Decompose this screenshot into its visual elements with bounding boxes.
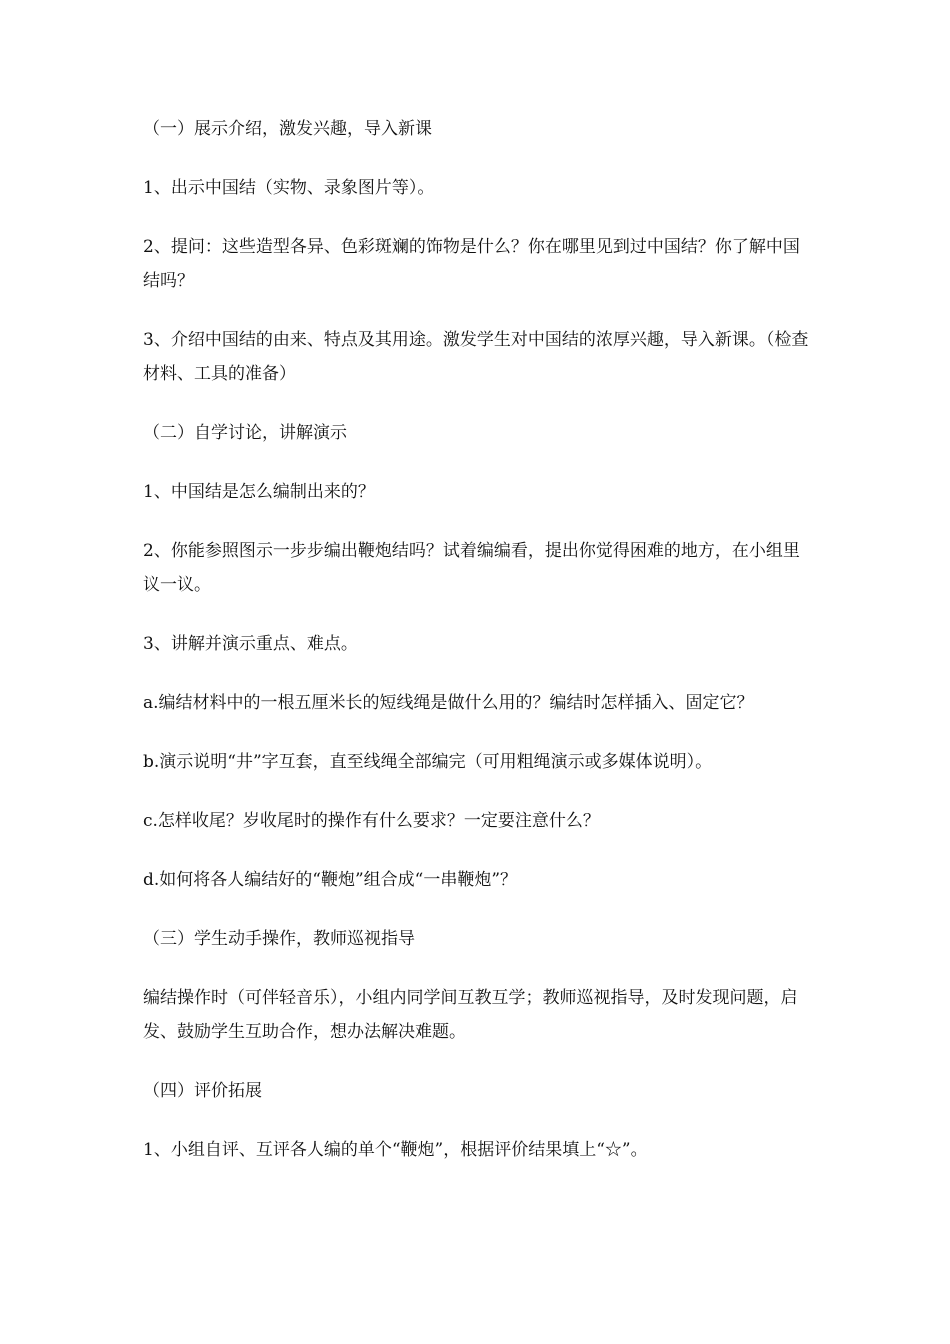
paragraph: 编结操作时（可伴轻音乐），小组内同学间互教互学；教师巡视指导，及时发现问题，启发、鼓励学生互助合作，想办法解决难题。 <box>143 988 798 1042</box>
section-heading-3: （三）学生动手操作，教师巡视指导 <box>143 929 415 949</box>
paragraph: 1、中国结是怎么编制出来的？ <box>143 482 375 502</box>
paragraph: 2、提问：这些造型各异、色彩斑斓的饰物是什么？你在哪里见到过中国结？你了解中国结吗？ <box>143 237 800 291</box>
paragraph: b.演示说明“井”字互套，直至线绳全部编完（可用粗绳演示或多媒体说明）。 <box>143 752 713 772</box>
section-heading-4: （四）评价拓展 <box>143 1081 262 1101</box>
paragraph: 1、出示中国结（实物、录象图片等）。 <box>143 178 435 198</box>
paragraph: 1、小组自评、互评各人编的单个“鞭炮”，根据评价结果填上“☆”。 <box>143 1140 648 1160</box>
paragraph: d.如何将各人编结好的“鞭炮”组合成“一串鞭炮”？ <box>143 870 518 890</box>
paragraph: 3、讲解并演示重点、难点。 <box>143 634 358 654</box>
section-heading-1: （一）展示介绍，激发兴趣，导入新课 <box>143 119 432 139</box>
paragraph: 3、介绍中国结的由来、特点及其用途。激发学生对中国结的浓厚兴趣，导入新课。（检查材料、工具的准备） <box>143 330 809 384</box>
paragraph: 2、你能参照图示一步步编出鞭炮结吗？试着编编看，提出你觉得困难的地方，在小组里议一议。 <box>143 541 800 595</box>
paragraph: a.编结材料中的一根五厘米长的短线绳是做什么用的？编结时怎样插入、固定它？ <box>143 693 754 713</box>
document-body <box>143 112 813 1192</box>
section-heading-2: （二）自学讨论，讲解演示 <box>143 423 347 443</box>
paragraph: c.怎样收尾？岁收尾时的操作有什么要求？一定要注意什么？ <box>143 811 600 831</box>
